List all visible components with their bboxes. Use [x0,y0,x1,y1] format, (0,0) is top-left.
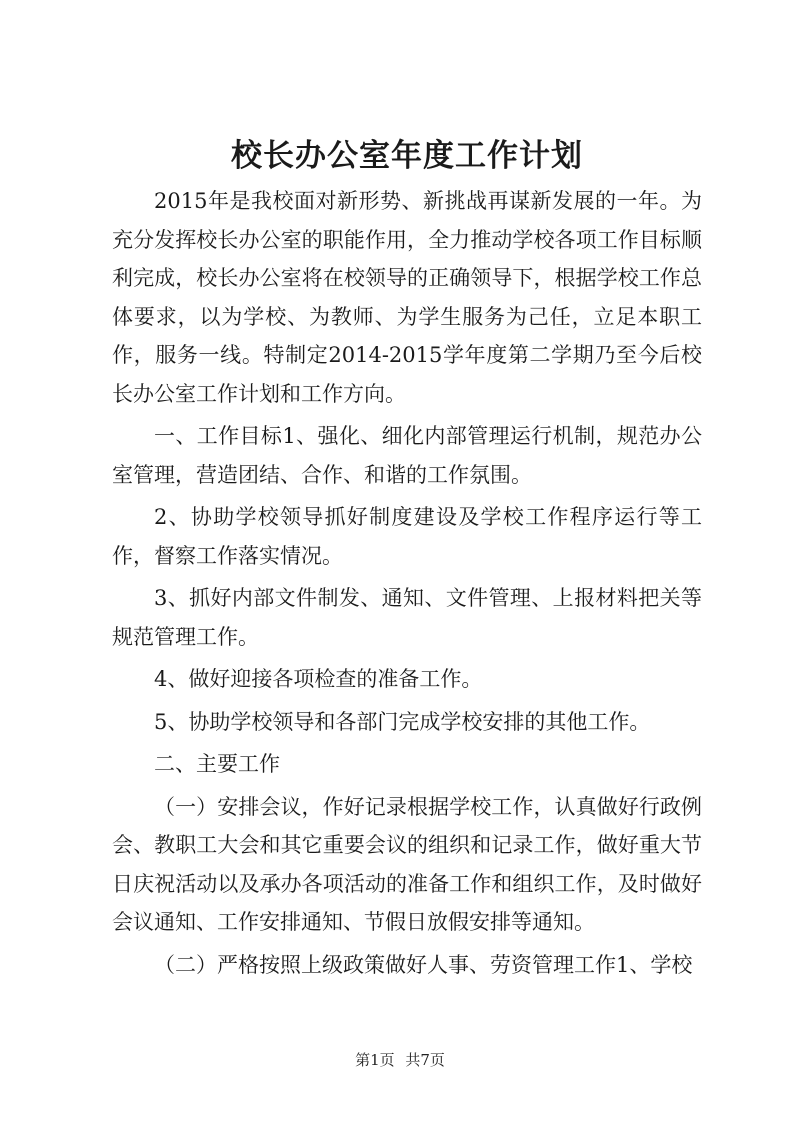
paragraph-goal-3: 3、抓好内部文件制发、通知、文件管理、上报材料把关等规范管理工作。 [112,586,702,649]
paragraph-goal-1: 一、工作目标1、强化、细化内部管理运行机制，规范办公室管理，营造团结、合作、和谐的工作氛围。 [112,424,702,487]
paragraph-intro: 2015年是我校面对新形势、新挑战再谋新发展的一年。为充分发挥校长办公室的职能作用，全力推动学校各项工作目标顺利完成，校长办公室将在校领导的正确领导下，根据学校工作总体要求，以为学校、为教师、为学生服务为己任，立足本职工作，服务一线。特制定2014-2015学年度第二学期乃至今后校长办公室工作计划和工作方向。 [112,189,702,406]
document-title: 校长办公室年度工作计划 [231,138,583,174]
paragraph-goal-4: 4、做好迎接各项检查的准备工作。 [154,667,483,691]
section-heading-main-work: 二、主要工作 [154,752,280,776]
paragraph-goal-5: 5、协助学校领导和各部门完成学校安排的其他工作。 [154,709,651,734]
paragraph-work-1: （一）安排会议，作好记录根据学校工作，认真做好行政例会、教职工大会和其它重要会议的组织和记录工作，做好重大节日庆祝活动以及承办各项活动的准备工作和组织工作，及时做好会议通知、工作安排通知、节假日放假安排等通知。 [112,794,702,934]
page-footer [0,1049,800,1070]
document-page [112,136,702,988]
page-number: 第1页 [355,1051,395,1069]
page-total: 共7页 [405,1051,445,1069]
paragraph-work-2: （二）严格按照上级政策做好人事、劳资管理工作1、学校 [154,952,693,977]
paragraph-goal-2: 2、协助学校领导抓好制度建设及学校工作程序运行等工作，督察工作落实情况。 [112,505,702,568]
